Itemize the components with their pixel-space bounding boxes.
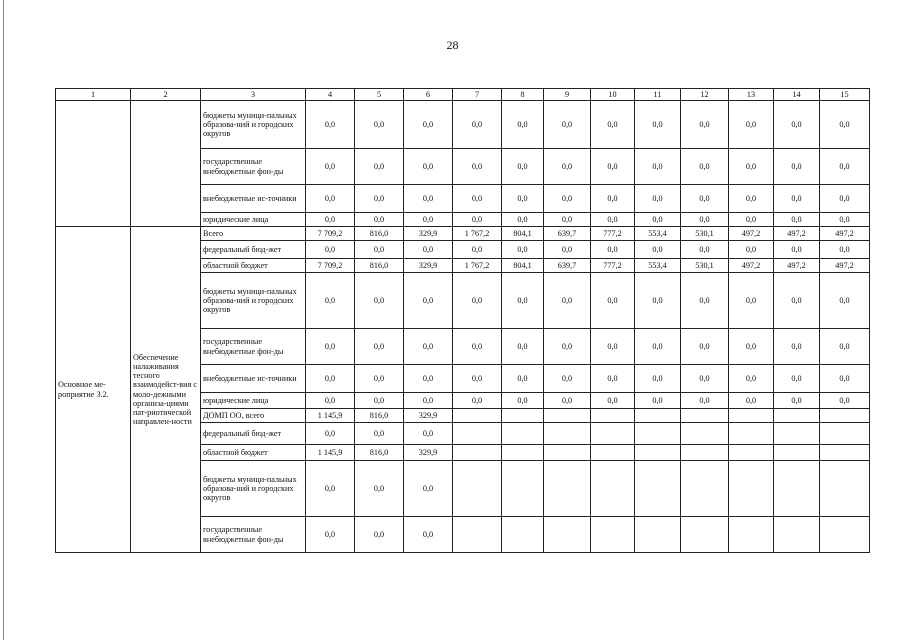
- value-cell: 0,0: [544, 241, 591, 259]
- funding-source-label: государственные внебюджетные фон-ды: [201, 329, 306, 365]
- value-cell: 0,0: [306, 241, 355, 259]
- column-header-7: 7: [453, 89, 502, 101]
- column-header-12: 12: [681, 89, 729, 101]
- value-cell: 639,7: [544, 227, 591, 241]
- value-cell: 0,0: [544, 149, 591, 185]
- value-cell: 0,0: [681, 273, 729, 329]
- column-header-5: 5: [355, 89, 404, 101]
- page-edge-rule: [3, 0, 4, 640]
- table-row: [56, 101, 870, 149]
- value-cell: 7 709,2: [306, 227, 355, 241]
- value-cell: 639,7: [544, 259, 591, 273]
- value-cell: 0,0: [774, 213, 820, 227]
- value-cell: 0,0: [544, 393, 591, 409]
- value-cell: 777,2: [591, 227, 635, 241]
- value-cell: 0,0: [453, 101, 502, 149]
- value-cell: [453, 423, 502, 445]
- value-cell: [635, 409, 681, 423]
- value-cell: 0,0: [544, 329, 591, 365]
- value-cell: 7 709,2: [306, 259, 355, 273]
- value-cell: 0,0: [404, 393, 453, 409]
- value-cell: 497,2: [774, 259, 820, 273]
- value-cell: 0,0: [635, 241, 681, 259]
- value-cell: [544, 517, 591, 553]
- value-cell: 0,0: [404, 241, 453, 259]
- value-cell: 0,0: [820, 241, 870, 259]
- event-name: Основное ме-роприятие 3.2.: [56, 227, 131, 553]
- value-cell: 0,0: [591, 213, 635, 227]
- value-cell: [729, 409, 774, 423]
- value-cell: 0,0: [306, 517, 355, 553]
- funding-source-label: федеральный бюд-жет: [201, 423, 306, 445]
- value-cell: 0,0: [774, 273, 820, 329]
- value-cell: 0,0: [502, 213, 544, 227]
- value-cell: [729, 461, 774, 517]
- value-cell: 0,0: [820, 101, 870, 149]
- value-cell: 0,0: [355, 393, 404, 409]
- value-cell: 0,0: [729, 149, 774, 185]
- value-cell: [774, 409, 820, 423]
- value-cell: [591, 461, 635, 517]
- value-cell: 0,0: [681, 101, 729, 149]
- value-cell: 0,0: [591, 149, 635, 185]
- value-cell: 329,9: [404, 445, 453, 461]
- value-cell: 0,0: [820, 273, 870, 329]
- column-header-3: 3: [201, 89, 306, 101]
- value-cell: 0,0: [729, 329, 774, 365]
- value-cell: 0,0: [502, 365, 544, 393]
- value-cell: 0,0: [729, 101, 774, 149]
- value-cell: 530,1: [681, 259, 729, 273]
- value-cell: 497,2: [820, 259, 870, 273]
- value-cell: 0,0: [591, 101, 635, 149]
- value-cell: 0,0: [306, 329, 355, 365]
- value-cell: 0,0: [729, 213, 774, 227]
- value-cell: 0,0: [502, 393, 544, 409]
- value-cell: 0,0: [820, 393, 870, 409]
- value-cell: 816,0: [355, 227, 404, 241]
- value-cell: 0,0: [502, 149, 544, 185]
- page-number: 28: [446, 38, 459, 52]
- value-cell: 816,0: [355, 259, 404, 273]
- value-cell: 0,0: [453, 185, 502, 213]
- value-cell: 0,0: [502, 329, 544, 365]
- funding-source-label: юридические лица: [201, 213, 306, 227]
- value-cell: 0,0: [453, 149, 502, 185]
- column-header-14: 14: [774, 89, 820, 101]
- value-cell: [820, 461, 870, 517]
- value-cell: 0,0: [502, 185, 544, 213]
- value-cell: 0,0: [453, 213, 502, 227]
- value-cell: 0,0: [681, 393, 729, 409]
- funding-source-label: Всего: [201, 227, 306, 241]
- value-cell: [820, 423, 870, 445]
- column-header-6: 6: [404, 89, 453, 101]
- value-cell: 0,0: [306, 273, 355, 329]
- value-cell: 0,0: [544, 273, 591, 329]
- value-cell: 0,0: [635, 329, 681, 365]
- value-cell: 0,0: [635, 185, 681, 213]
- value-cell: 0,0: [591, 329, 635, 365]
- value-cell: [453, 409, 502, 423]
- value-cell: 497,2: [729, 259, 774, 273]
- column-header-9: 9: [544, 89, 591, 101]
- value-cell: 0,0: [681, 329, 729, 365]
- value-cell: 0,0: [502, 273, 544, 329]
- value-cell: 530,1: [681, 227, 729, 241]
- value-cell: [502, 461, 544, 517]
- value-cell: [681, 409, 729, 423]
- value-cell: 0,0: [681, 241, 729, 259]
- value-cell: [681, 445, 729, 461]
- value-cell: 0,0: [355, 365, 404, 393]
- value-cell: [453, 445, 502, 461]
- value-cell: 0,0: [306, 423, 355, 445]
- value-cell: 0,0: [355, 185, 404, 213]
- value-cell: 0,0: [774, 101, 820, 149]
- value-cell: 0,0: [635, 213, 681, 227]
- value-cell: 0,0: [404, 185, 453, 213]
- value-cell: 0,0: [453, 329, 502, 365]
- value-cell: [544, 445, 591, 461]
- funding-source-label: бюджеты муници-пальных образова-ний и городских округов: [201, 273, 306, 329]
- value-cell: [774, 517, 820, 553]
- value-cell: 0,0: [306, 185, 355, 213]
- value-cell: 0,0: [820, 365, 870, 393]
- description-cell-empty: [131, 101, 201, 227]
- value-cell: 0,0: [774, 329, 820, 365]
- column-header-row: [56, 89, 870, 101]
- value-cell: 0,0: [774, 241, 820, 259]
- value-cell: 329,9: [404, 227, 453, 241]
- value-cell: 0,0: [355, 241, 404, 259]
- value-cell: 0,0: [591, 185, 635, 213]
- value-cell: 0,0: [591, 273, 635, 329]
- column-header-8: 8: [502, 89, 544, 101]
- value-cell: 0,0: [306, 213, 355, 227]
- value-cell: 816,0: [355, 409, 404, 423]
- value-cell: 777,2: [591, 259, 635, 273]
- value-cell: [544, 409, 591, 423]
- value-cell: 0,0: [355, 461, 404, 517]
- event-description: Обеспечение налаживания тесного взаимодейст-вия с моло-дежными организа-циями пат-риотической направлен-ности: [131, 227, 201, 553]
- value-cell: [820, 517, 870, 553]
- value-cell: 1 767,2: [453, 227, 502, 241]
- value-cell: 0,0: [502, 241, 544, 259]
- value-cell: 1 767,2: [453, 259, 502, 273]
- value-cell: 0,0: [729, 185, 774, 213]
- value-cell: 0,0: [544, 365, 591, 393]
- value-cell: 0,0: [355, 273, 404, 329]
- value-cell: 0,0: [729, 393, 774, 409]
- value-cell: [453, 517, 502, 553]
- value-cell: 0,0: [774, 393, 820, 409]
- value-cell: [502, 409, 544, 423]
- value-cell: 0,0: [591, 365, 635, 393]
- value-cell: [635, 445, 681, 461]
- value-cell: 0,0: [635, 101, 681, 149]
- value-cell: [591, 517, 635, 553]
- value-cell: 497,2: [820, 227, 870, 241]
- value-cell: [591, 423, 635, 445]
- value-cell: 329,9: [404, 409, 453, 423]
- value-cell: 0,0: [544, 213, 591, 227]
- value-cell: 0,0: [453, 365, 502, 393]
- value-cell: 0,0: [404, 365, 453, 393]
- value-cell: 0,0: [820, 213, 870, 227]
- column-header-10: 10: [591, 89, 635, 101]
- value-cell: 0,0: [355, 423, 404, 445]
- value-cell: 0,0: [544, 185, 591, 213]
- value-cell: 0,0: [306, 101, 355, 149]
- value-cell: 0,0: [453, 241, 502, 259]
- value-cell: 0,0: [635, 365, 681, 393]
- value-cell: [635, 423, 681, 445]
- value-cell: 553,4: [635, 259, 681, 273]
- value-cell: 553,4: [635, 227, 681, 241]
- value-cell: 0,0: [502, 101, 544, 149]
- value-cell: 0,0: [591, 241, 635, 259]
- value-cell: [591, 445, 635, 461]
- value-cell: [544, 461, 591, 517]
- value-cell: 0,0: [453, 393, 502, 409]
- value-cell: [820, 445, 870, 461]
- value-cell: 0,0: [820, 149, 870, 185]
- value-cell: [502, 517, 544, 553]
- value-cell: 497,2: [729, 227, 774, 241]
- value-cell: 0,0: [820, 329, 870, 365]
- value-cell: 0,0: [404, 213, 453, 227]
- value-cell: 0,0: [355, 329, 404, 365]
- value-cell: [774, 461, 820, 517]
- value-cell: [591, 409, 635, 423]
- value-cell: 0,0: [544, 101, 591, 149]
- value-cell: 0,0: [404, 423, 453, 445]
- value-cell: [544, 423, 591, 445]
- value-cell: 497,2: [774, 227, 820, 241]
- event-cell-empty: [56, 101, 131, 227]
- value-cell: 0,0: [404, 149, 453, 185]
- value-cell: 804,1: [502, 227, 544, 241]
- value-cell: 0,0: [681, 213, 729, 227]
- table-row: [56, 227, 870, 241]
- value-cell: [774, 445, 820, 461]
- value-cell: [681, 423, 729, 445]
- value-cell: 0,0: [453, 273, 502, 329]
- value-cell: 0,0: [404, 461, 453, 517]
- value-cell: 0,0: [404, 273, 453, 329]
- column-header-1: 1: [56, 89, 131, 101]
- value-cell: 0,0: [729, 273, 774, 329]
- value-cell: 0,0: [355, 101, 404, 149]
- value-cell: 0,0: [404, 101, 453, 149]
- value-cell: 0,0: [681, 149, 729, 185]
- value-cell: 0,0: [774, 185, 820, 213]
- value-cell: 0,0: [635, 149, 681, 185]
- value-cell: 0,0: [681, 185, 729, 213]
- column-header-4: 4: [306, 89, 355, 101]
- funding-source-label: государственные внебюджетные фон-ды: [201, 517, 306, 553]
- value-cell: 804,1: [502, 259, 544, 273]
- value-cell: 0,0: [774, 365, 820, 393]
- value-cell: 0,0: [774, 149, 820, 185]
- value-cell: 0,0: [635, 273, 681, 329]
- value-cell: [729, 517, 774, 553]
- value-cell: 0,0: [306, 365, 355, 393]
- value-cell: 0,0: [729, 365, 774, 393]
- column-header-15: 15: [820, 89, 870, 101]
- funding-source-label: бюджеты муници-пальных образова-ний и городских округов: [201, 461, 306, 517]
- value-cell: 329,9: [404, 259, 453, 273]
- funding-source-label: федеральный бюд-жет: [201, 241, 306, 259]
- value-cell: 0,0: [681, 365, 729, 393]
- value-cell: [820, 409, 870, 423]
- value-cell: 0,0: [820, 185, 870, 213]
- funding-source-label: областной бюджет: [201, 259, 306, 273]
- value-cell: 0,0: [306, 393, 355, 409]
- column-header-11: 11: [635, 89, 681, 101]
- value-cell: [453, 461, 502, 517]
- column-header-13: 13: [729, 89, 774, 101]
- funding-source-label: внебюджетные ис-точники: [201, 185, 306, 213]
- value-cell: [729, 445, 774, 461]
- funding-source-label: областной бюджет: [201, 445, 306, 461]
- funding-source-label: ДОМП ОО, всего: [201, 409, 306, 423]
- value-cell: 0,0: [355, 213, 404, 227]
- value-cell: [635, 517, 681, 553]
- value-cell: [502, 445, 544, 461]
- value-cell: 0,0: [306, 149, 355, 185]
- value-cell: 0,0: [306, 461, 355, 517]
- value-cell: 0,0: [404, 329, 453, 365]
- value-cell: [635, 461, 681, 517]
- value-cell: 1 145,9: [306, 409, 355, 423]
- funding-source-label: юридические лица: [201, 393, 306, 409]
- value-cell: 816,0: [355, 445, 404, 461]
- value-cell: 1 145,9: [306, 445, 355, 461]
- value-cell: [681, 461, 729, 517]
- funding-source-label: внебюджетные ис-точники: [201, 365, 306, 393]
- column-header-2: 2: [131, 89, 201, 101]
- value-cell: [774, 423, 820, 445]
- funding-source-label: бюджеты муници-пальных образова-ний и городских округов: [201, 101, 306, 149]
- value-cell: 0,0: [635, 393, 681, 409]
- value-cell: 0,0: [355, 149, 404, 185]
- value-cell: 0,0: [591, 393, 635, 409]
- value-cell: [729, 423, 774, 445]
- value-cell: [502, 423, 544, 445]
- value-cell: 0,0: [729, 241, 774, 259]
- value-cell: 0,0: [355, 517, 404, 553]
- value-cell: [681, 517, 729, 553]
- value-cell: 0,0: [404, 517, 453, 553]
- budget-table: [55, 88, 870, 553]
- funding-source-label: государственные внебюджетные фон-ды: [201, 149, 306, 185]
